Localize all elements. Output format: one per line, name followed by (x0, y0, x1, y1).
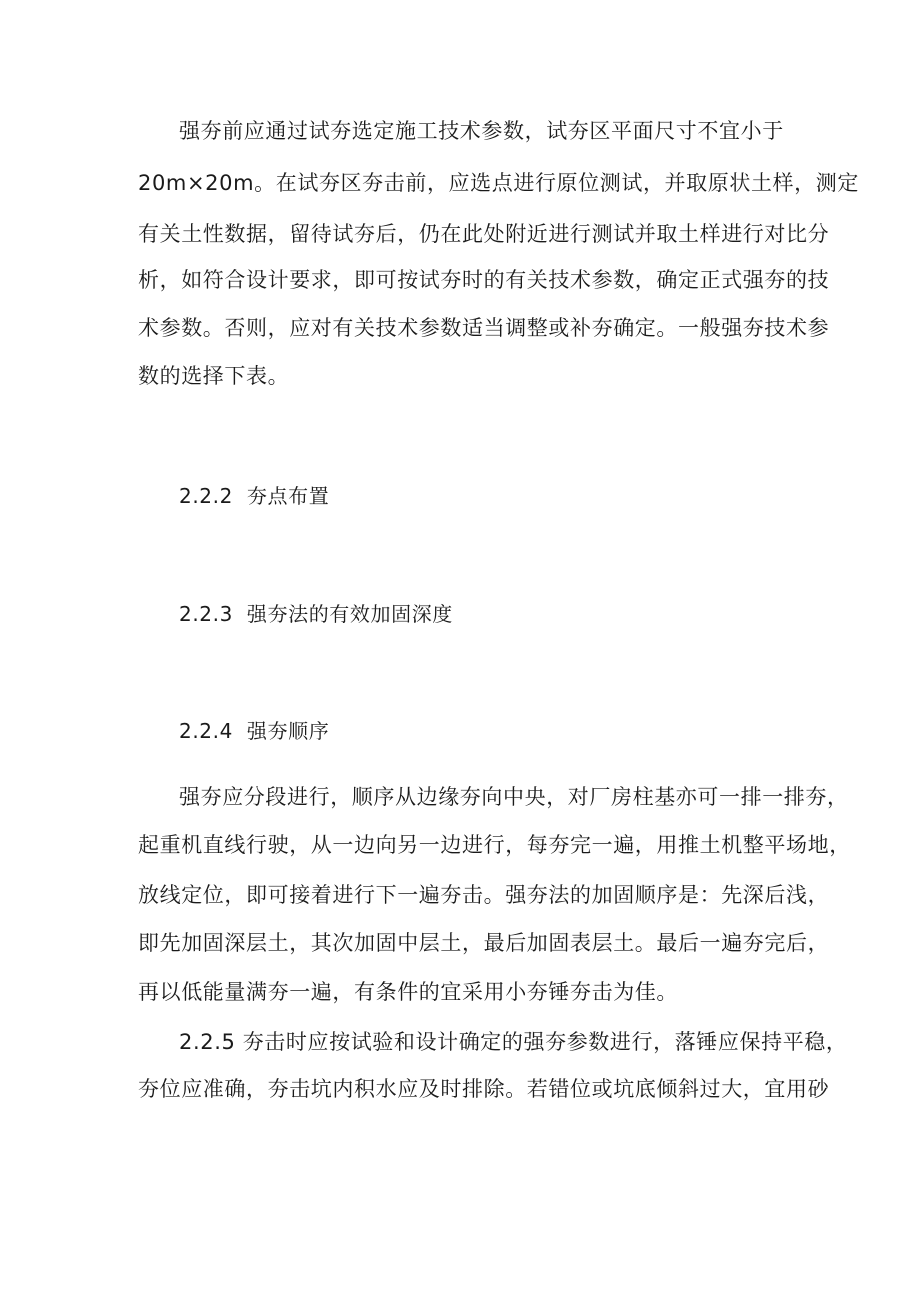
section-heading-2-2-4 (179, 717, 329, 745)
section-title: 夯点布置 (246, 484, 330, 508)
paragraph-line: 起重机直线行驶，从一边向另一边进行，每夯完一遍，用推土机整平场地， (138, 833, 851, 857)
section-title: 强夯顺序 (246, 719, 330, 743)
paragraph-line: 有关土性数据，留待试夯后，仍在此处附近进行测试并取土样进行对比分 (138, 222, 830, 246)
section-number: 2.2.2 (179, 484, 233, 508)
paragraph-line: 20m×20m。在试夯区夯击前，应选点进行原位测试，并取原状土样，测定 (138, 171, 859, 195)
paragraph-line: 术参数。否则，应对有关技术参数适当调整或补夯确定。一般强夯技术参 (138, 316, 830, 340)
paragraph-line: 放线定位，即可接着进行下一遍夯击。强夯法的加固顺序是：先深后浅， (138, 883, 830, 907)
section-heading-2-2-3 (179, 600, 453, 628)
section-title: 强夯法的有效加固深度 (246, 602, 453, 626)
paragraph-line: 夯位应准确，夯击坑内积水应及时排除。若错位或坑底倾斜过大，宜用砂 (138, 1077, 830, 1101)
section-number: 2.2.3 (179, 602, 233, 626)
paragraph-line: 数的选择下表。 (138, 364, 290, 388)
paragraph-line: 强夯应分段进行，顺序从边缘夯向中央，对厂房柱基亦可一排一排夯， (179, 785, 849, 809)
paragraph-line: 强夯前应通过试夯选定施工技术参数，试夯区平面尺寸不宜小于 (179, 119, 784, 143)
section-number: 2.2.4 (179, 719, 233, 743)
paragraph-line: 再以低能量满夯一遍，有条件的宜采用小夯锤夯击为佳。 (138, 980, 678, 1004)
paragraph-line: 即先加固深层土，其次加固中层土，最后加固表层土。最后一遍夯完后， (138, 931, 830, 955)
paragraph-line: 析，如符合设计要求，即可按试夯时的有关技术参数，确定正式强夯的技 (138, 268, 830, 292)
paragraph-line: 2.2.5 夯击时应按试验和设计确定的强夯参数进行，落锤应保持平稳， (179, 1030, 848, 1054)
section-heading-2-2-2 (179, 482, 329, 510)
